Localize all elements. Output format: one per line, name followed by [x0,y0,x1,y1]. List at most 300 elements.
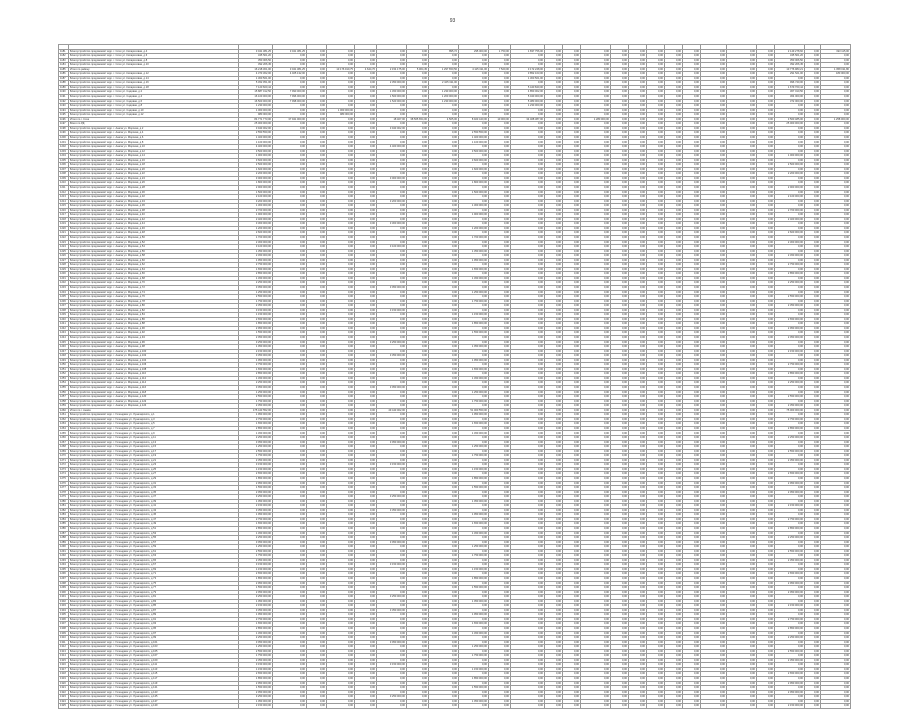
value-cell: 0,00 [701,235,727,240]
address-cell: Благоустройство придомовой терр. г. Сочи ул. Садовая, д.10 [69,108,239,113]
value-cell: 0,00 [821,558,851,563]
value-cell: 0,00 [355,395,377,400]
value-cell: 2 850 000,00 [239,627,273,632]
value-cell: 0,00 [407,472,429,477]
value-cell: 0,00 [489,72,511,77]
value-cell: 0,00 [429,431,459,436]
value-cell: 0,00 [307,499,327,504]
value-cell: 0,00 [563,336,581,341]
value-cell: 0,00 [355,131,377,136]
value-cell: 0,00 [665,545,683,550]
row-number-cell: 1218 [59,217,69,222]
value-cell: 0,00 [611,358,629,363]
value-cell: 3 041 381,25 [273,67,307,72]
value-cell: 0,00 [355,222,377,227]
value-cell: 4 850 002,00 [511,90,545,95]
address-cell: Благоустройство придомовой терр. г. Анапа ул. Морская, д.82 [69,308,239,313]
value-cell: 0,00 [307,76,327,81]
value-cell: 0,00 [701,617,727,622]
value-cell: 0,00 [665,495,683,500]
value-cell: 0,00 [273,504,307,509]
value-cell: 0,00 [563,508,581,513]
value-cell: 2 350 000,00 [775,458,805,463]
value-cell: 0,00 [377,272,407,277]
row-number-cell: 1233 [59,285,69,290]
value-cell: 0,00 [629,531,647,536]
value-cell: 0,00 [727,81,757,86]
address-cell: Благоустройство придомовой терр. г. Сочи ул. Кипарисовая, д.8 [69,58,239,63]
row-number-cell: 1204 [59,154,69,159]
value-cell: 0,00 [489,149,511,154]
address-cell: Благоустройство придомовой терр. г. Геленджик ул. Луначарского, д.59 [69,545,239,550]
value-cell: 0,00 [563,58,581,63]
value-cell: 0,00 [805,331,821,336]
value-cell: 0,00 [581,317,611,322]
value-cell: 0,00 [665,395,683,400]
value-cell: 0,00 [327,581,355,586]
value-cell: 0,00 [407,399,429,404]
value-cell: 0,00 [775,454,805,459]
value-cell: 0,00 [647,645,665,650]
value-cell: 0,00 [757,422,775,427]
value-cell: 0,00 [805,367,821,372]
value-cell: 0,00 [307,504,327,509]
value-cell: 0,00 [355,581,377,586]
value-cell: 2 550 000,00 [239,295,273,300]
address-cell: Итого по г. Анапа [69,408,239,413]
value-cell: 1 750 000,00 [459,454,489,459]
value-cell: 0,00 [489,649,511,654]
address-cell: Благоустройство придомовой терр. г. Геленджик ул. Луначарского, д.39 [69,499,239,504]
value-cell: 0,00 [701,576,727,581]
value-cell: 0,00 [611,204,629,209]
row-number-cell: 1209 [59,176,69,181]
value-cell: 0,00 [611,90,629,95]
value-cell: 0,00 [581,67,611,72]
value-cell: 0,00 [489,445,511,450]
value-cell: 0,00 [727,354,757,359]
value-cell: 0,00 [511,122,545,127]
value-cell: 0,00 [563,399,581,404]
value-cell: 0,00 [429,404,459,409]
value-cell: 0,00 [459,372,489,377]
value-cell: 0,00 [511,663,545,668]
value-cell: 0,00 [377,172,407,177]
value-cell: 0,00 [701,117,727,122]
value-cell: 0,00 [701,690,727,695]
value-cell: 0,00 [429,145,459,150]
value-cell: 0,00 [805,613,821,618]
value-cell: 0,00 [545,113,563,118]
value-cell: 0,00 [647,599,665,604]
value-cell: 0,00 [775,440,805,445]
value-cell: 0,00 [459,672,489,677]
value-cell: 0,00 [355,381,377,386]
value-cell: 0,00 [805,595,821,600]
value-cell: 1 350 000,00 [459,249,489,254]
value-cell: 0,00 [327,549,355,554]
value-cell: 0,00 [683,158,701,163]
value-cell: 0,00 [775,499,805,504]
value-cell: 0,00 [665,504,683,509]
value-cell: 0,00 [563,363,581,368]
value-cell: 0,00 [701,367,727,372]
value-cell: 0,00 [355,199,377,204]
value-cell: 0,00 [581,217,611,222]
value-cell: 0,00 [307,622,327,627]
value-cell: 0,00 [459,349,489,354]
value-cell: 0,00 [511,540,545,545]
value-cell: 0,00 [727,117,757,122]
row-number-cell: 1207 [59,167,69,172]
value-cell: 0,00 [805,185,821,190]
value-cell: 0,00 [489,431,511,436]
value-cell: 0,00 [629,490,647,495]
value-cell: 0,00 [701,81,727,86]
value-cell: 0,00 [307,149,327,154]
value-cell: 0,00 [805,436,821,441]
value-cell: 0,00 [821,572,851,577]
value-cell: 3 250 000,00 [239,695,273,700]
value-cell: 0,00 [355,358,377,363]
value-cell: 0,00 [647,117,665,122]
value-cell: 0,00 [327,554,355,559]
value-cell: 0,00 [327,486,355,491]
value-cell: 0,00 [273,454,307,459]
value-cell: 0,00 [545,436,563,441]
value-cell: 0,00 [459,386,489,391]
value-cell: 0,00 [407,199,429,204]
value-cell: 0,00 [581,517,611,522]
value-cell: 0,00 [563,304,581,309]
value-cell: 0,00 [665,522,683,527]
value-cell: 0,00 [683,145,701,150]
address-cell: Благоустройство придомовой терр. г. Геленджик ул. Луначарского, д.45 [69,513,239,518]
value-cell: 0,00 [407,104,429,109]
value-cell: 0,00 [545,499,563,504]
value-cell: 0,00 [489,104,511,109]
value-cell: 0,00 [647,640,665,645]
value-cell: 0,00 [377,295,407,300]
value-cell: 0,00 [459,658,489,663]
value-cell: 1 650 000,00 [459,622,489,627]
value-cell: 0,00 [407,395,429,400]
value-cell: 0,00 [563,499,581,504]
value-cell: 0,00 [805,495,821,500]
value-cell: 0,00 [821,545,851,550]
address-cell: Благоустройство придомовой терр. г. Геленджик ул. Луначарского, д.23 [69,463,239,468]
address-cell: Благоустройство придомовой терр. г. Геленджик ул. Луначарского, д.115 [69,672,239,677]
value-cell: 0,00 [647,581,665,586]
value-cell: 2 550 000,00 [775,295,805,300]
value-cell: 0,00 [665,654,683,659]
value-cell: 0,00 [821,231,851,236]
value-cell: 0,00 [581,54,611,59]
value-cell: 0,00 [307,627,327,632]
value-cell: 0,00 [273,54,307,59]
value-cell: 2 850 000,00 [239,372,273,377]
value-cell: 0,00 [563,67,581,72]
value-cell: 0,00 [805,258,821,263]
value-cell: 0,00 [489,640,511,645]
value-cell: 3 500 000,00 [459,149,489,154]
value-cell: 0,00 [355,158,377,163]
value-cell: 0,00 [683,340,701,345]
value-cell: 0,00 [683,417,701,422]
value-cell: 0,00 [545,536,563,541]
value-cell: 0,00 [377,226,407,231]
value-cell: 0,00 [307,267,327,272]
value-cell: 0,00 [805,467,821,472]
value-cell: 0,00 [757,454,775,459]
value-cell: 0,00 [273,627,307,632]
value-cell: 0,00 [429,217,459,222]
value-cell: 0,00 [665,208,683,213]
value-cell: 0,00 [611,663,629,668]
value-cell: 0,00 [545,426,563,431]
value-cell: 0,00 [647,595,665,600]
value-cell: 0,00 [407,76,429,81]
value-cell: 0,00 [327,90,355,95]
value-cell: 0,00 [563,76,581,81]
address-cell: Благоустройство придомовой терр. г. Геленджик ул. Луначарского, д.83 [69,599,239,604]
value-cell: 0,00 [327,677,355,682]
address-cell: Благоустройство придомовой терр. г. Геленджик ул. Луначарского, д.121 [69,686,239,691]
value-cell: 0,00 [327,190,355,195]
value-cell: 0,00 [683,426,701,431]
value-cell: 0,00 [327,408,355,413]
value-cell: 0,00 [665,90,683,95]
value-cell: 0,00 [511,204,545,209]
value-cell: 0,00 [757,258,775,263]
value-cell: 0,00 [327,99,355,104]
address-cell: Благоустройство придомовой терр. г. Сочи ул. Садовая, д.4 [69,95,239,100]
value-cell: 1 000 000,00 [775,154,805,159]
value-cell: 0,00 [757,549,775,554]
value-cell: 0,00 [511,567,545,572]
value-cell: 0,00 [545,599,563,604]
value-cell: 0,00 [355,99,377,104]
value-cell: 0,00 [629,117,647,122]
value-cell: 1 250 000,00 [459,290,489,295]
value-cell: 0,00 [629,195,647,200]
value-cell: 0,00 [307,195,327,200]
value-cell: 0,00 [701,408,727,413]
value-cell: 0,00 [701,495,727,500]
value-cell: 0,00 [489,313,511,318]
value-cell: 0,00 [511,317,545,322]
value-cell: 0,00 [629,199,647,204]
value-cell: 1 650 000,00 [459,267,489,272]
value-cell: 0,00 [273,290,307,295]
value-cell: 0,00 [775,376,805,381]
value-cell: 0,00 [377,395,407,400]
value-cell: 1 450 000,00 [239,376,273,381]
value-cell: 0,00 [611,508,629,513]
value-cell: 0,00 [429,617,459,622]
value-cell: 0,00 [307,176,327,181]
value-cell: 0,00 [727,622,757,627]
value-cell: 0,00 [647,531,665,536]
value-cell: 0,00 [489,513,511,518]
value-cell: 0,00 [821,222,851,227]
value-cell: 0,00 [683,67,701,72]
value-cell: 0,00 [629,63,647,68]
value-cell: 0,00 [821,349,851,354]
value-cell: 0,00 [307,481,327,486]
value-cell: 0,00 [805,663,821,668]
value-cell: 0,00 [683,517,701,522]
value-cell: 0,00 [629,222,647,227]
address-cell: Благоустройство придомовой терр. г. Геленджик ул. Луначарского, д.103 [69,645,239,650]
value-cell: 0,00 [563,263,581,268]
value-cell: 0,00 [563,608,581,613]
value-cell: 0,00 [355,695,377,700]
address-cell: Благоустройство придомовой терр. г. Анапа ул. Морская, д.42 [69,217,239,222]
value-cell: 0,00 [611,617,629,622]
value-cell: 0,00 [327,81,355,86]
value-cell: 0,00 [757,135,775,140]
value-cell: 0,00 [563,472,581,477]
value-cell: 0,00 [563,349,581,354]
value-cell: 0,00 [775,399,805,404]
value-cell: 0,00 [647,181,665,186]
value-cell: 0,00 [327,572,355,577]
row-number-cell: 1211 [59,185,69,190]
value-cell: 0,00 [805,504,821,509]
value-cell: 0,00 [647,481,665,486]
value-cell: 0,00 [701,181,727,186]
value-cell: 0,00 [805,426,821,431]
value-cell: 0,00 [307,695,327,700]
value-cell: 1 050 000,00 [459,345,489,350]
value-cell: 0,00 [665,413,683,418]
value-cell: 0,00 [821,254,851,259]
value-cell: 0,00 [355,513,377,518]
value-cell: 2 250 000,00 [239,281,273,286]
value-cell: 0,00 [665,540,683,545]
row-number-cell: 1295 [59,567,69,572]
value-cell: 0,00 [629,154,647,159]
value-cell: 0,00 [563,49,581,54]
value-cell: 0,00 [355,176,377,181]
value-cell: 0,00 [805,395,821,400]
value-cell: 0,00 [611,554,629,559]
value-cell: 0,00 [563,272,581,277]
value-cell: 1 650 000,00 [239,267,273,272]
value-cell: 0,00 [307,640,327,645]
value-cell: 0,00 [665,249,683,254]
value-cell: 2 050 000,00 [239,590,273,595]
value-cell: 0,00 [459,508,489,513]
value-cell: 0,00 [821,99,851,104]
value-cell: 0,00 [429,513,459,518]
value-cell: 0,00 [307,204,327,209]
value-cell: 2 350 000,00 [775,304,805,309]
value-cell: 0,00 [683,81,701,86]
value-cell: 0,00 [805,508,821,513]
value-cell: 0,00 [327,85,355,90]
value-cell: 0,00 [805,122,821,127]
value-cell: 0,00 [775,686,805,691]
value-cell: 0,00 [273,254,307,259]
value-cell: 0,00 [563,222,581,227]
value-cell: 0,00 [665,158,683,163]
value-cell: 0,00 [377,249,407,254]
value-cell: 0,00 [611,540,629,545]
row-number-cell: 1185 [59,67,69,72]
value-cell: 0,00 [429,308,459,313]
value-cell: 2 750 000,00 [239,363,273,368]
value-cell: 0,00 [581,354,611,359]
value-cell: 0,00 [727,54,757,59]
value-cell: 0,00 [407,195,429,200]
value-cell: 0,00 [665,149,683,154]
value-cell: 3 600 000,00 [459,158,489,163]
value-cell: 0,00 [701,163,727,168]
value-cell: 0,00 [805,263,821,268]
value-cell: 0,00 [701,176,727,181]
address-cell: Благоустройство придомовой терр. г. Геленджик ул. Луначарского, д.89 [69,613,239,618]
value-cell: 0,00 [429,536,459,541]
value-cell: 0,00 [545,526,563,531]
value-cell: 0,00 [757,636,775,641]
value-cell: 3 150 000,00 [239,463,273,468]
value-cell: 0,00 [821,413,851,418]
value-cell: 0,00 [757,349,775,354]
value-cell: 0,00 [273,226,307,231]
value-cell: 0,00 [647,695,665,700]
value-cell: 0,00 [429,622,459,627]
value-cell: 0,00 [647,254,665,259]
value-cell: 2 250 000,00 [775,436,805,441]
value-cell: 0,00 [545,117,563,122]
value-cell: 0,00 [307,631,327,636]
value-cell: 0,00 [273,513,307,518]
value-cell: 0,00 [647,104,665,109]
value-cell: 0,00 [775,340,805,345]
value-cell: 1 450 000,00 [459,531,489,536]
value-cell: 0,00 [429,658,459,663]
value-cell: 0,00 [563,504,581,509]
value-cell: 0,00 [511,649,545,654]
value-cell: 0,00 [489,404,511,409]
value-cell: 0,00 [629,376,647,381]
value-cell: 0,00 [377,649,407,654]
value-cell: 0,00 [489,631,511,636]
value-cell: 0,00 [563,372,581,377]
value-cell: 0,00 [355,567,377,572]
value-cell: 0,00 [429,172,459,177]
value-cell: 0,00 [683,704,701,709]
value-cell: 0,00 [757,313,775,318]
value-cell: 2 850 000,00 [775,272,805,277]
value-cell: 175 443 552,00 [239,408,273,413]
address-cell: Благоустройство придомовой терр. г. Сочи ул. Кипарисовая, д.14 [69,76,239,81]
value-cell: 0,00 [629,322,647,327]
value-cell: 0,00 [563,545,581,550]
value-cell: 1 950 000,00 [239,613,273,618]
row-number-cell: 1300 [59,590,69,595]
value-cell: 0,00 [805,490,821,495]
value-cell: 0,00 [611,531,629,536]
value-cell: 0,00 [647,649,665,654]
value-cell: 0,00 [273,645,307,650]
value-cell: 0,00 [757,285,775,290]
address-cell: Благоустройство придомовой терр. г. Анапа ул. Морская, д.52 [69,240,239,245]
row-number-cell: 1264 [59,426,69,431]
value-cell: 0,00 [683,226,701,231]
